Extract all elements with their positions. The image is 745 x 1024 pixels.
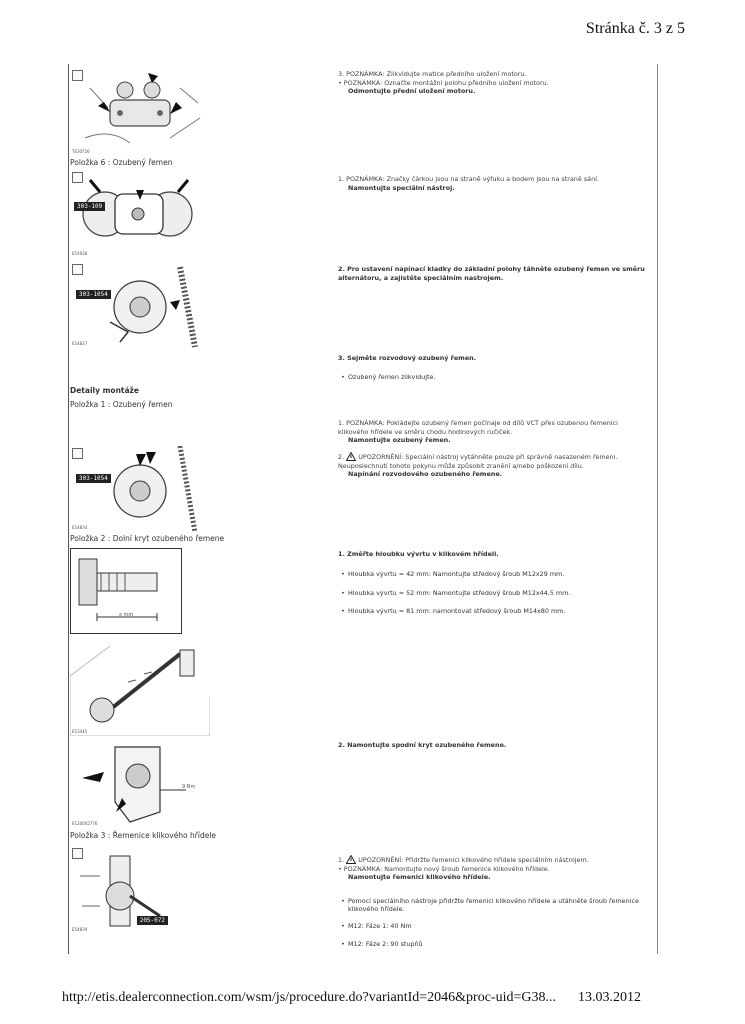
tool-tag: 303-1054	[76, 474, 111, 483]
note-text: 1. POZNÁMKA: Pokládejte ozubený řemen počínaje od dílů VCT přes ozubenou řemenici klikového hřídele ve směru chodu hodinových ručiček.	[338, 419, 618, 436]
footer-url: http://etis.dealerconnection.com/wsm/js/procedure.do?variantId=2046&proc-uid=G38...	[62, 990, 556, 1005]
image-placeholder-icon	[72, 70, 83, 81]
warning-text: UPOZORNĚNÍ: Speciální nástroj vytáhněte pouze při správně nasazeném řemeni. Neuposlechnutí tohoto pokynu může způsobit zranění a/nebo poškození dílu.	[338, 453, 618, 470]
tool-tag: 303-109	[74, 202, 105, 211]
step-belt-tension	[338, 452, 648, 479]
action-text: Odmontujte přední uložení motoru.	[348, 87, 476, 96]
figure-code: E54837	[72, 341, 88, 346]
figure-belt-install	[70, 446, 206, 532]
action-text: Namontujte ozubený řemen.	[348, 436, 451, 445]
step-crank-pulley	[338, 855, 648, 882]
warning-text: UPOZORNĚNÍ: Přidržte řemenici klikového hřídele speciálním nástrojem.	[358, 856, 589, 864]
figure-bolt-measurement	[70, 548, 182, 634]
figure-camshaft-tool	[70, 170, 206, 258]
figure-crank-pulley	[70, 846, 170, 934]
action-text: Napínání rozvodového ozubeného řemene.	[348, 470, 503, 479]
warning-icon	[346, 452, 356, 461]
bullet-item: • Hloubka vývrtu = 81 mm: namontovat středový šroub M14x80 mm.	[348, 607, 648, 615]
caption-polozka-2: Položka 2 : Dolní kryt ozubeného řemene	[70, 534, 225, 543]
step-text: 2. Pro ustavení napínací kladky do základní polohy táhněte ozubený řemen ve směru alternátoru, a zajistěte speciálním nastrojem.	[338, 265, 645, 282]
figure-code: E120005776	[72, 821, 98, 826]
note-text: • POZNÁMKA: Namontujte nový šroub řemenice klikového hřídele.	[338, 864, 550, 873]
footer-date: 13.03.2012	[578, 990, 641, 1005]
step-text: 2. Namontujte spodní kryt ozubeného řemene.	[338, 741, 507, 749]
step-install-belt	[338, 419, 648, 445]
section-heading-detaily: Detaily montáže	[70, 386, 140, 395]
caption-polozka-3: Položka 3 : Řemenice klikového hřídele	[70, 831, 217, 840]
image-placeholder-icon	[72, 264, 83, 275]
step-number: 2.	[338, 453, 345, 461]
warning-icon	[346, 855, 356, 864]
image-placeholder-icon	[72, 448, 83, 459]
step-engine-mount	[338, 70, 648, 96]
step-number: 1.	[338, 856, 345, 864]
figure-code: E54834	[72, 525, 88, 530]
note-text: 3. POZNÁMKA: Zlikvidujte matice předního uložení motoru.	[338, 70, 527, 78]
tool-tag: 205-072	[137, 916, 168, 925]
step-special-tool	[338, 175, 648, 192]
figure-code: TE30726	[72, 149, 90, 154]
action-text: Namontujte řemenici klikového hřídele.	[348, 873, 491, 882]
bullet-item: • M12: Fáze 2: 90 stupňů	[348, 940, 648, 948]
bullet-item: • Hloubka vývrtu = 42 mm: Namontujte středový šroub M12x29 mm.	[348, 570, 648, 578]
bullet-item: • Hloubka vývrtu = 52 mm: Namontujte středový šroub M12x44,5 mm.	[348, 589, 648, 597]
tool-tag: 303-1054	[76, 290, 111, 299]
step-remove-belt	[338, 354, 648, 363]
image-placeholder-icon	[72, 172, 83, 183]
action-text: Namontujte speciální nástroj.	[348, 183, 455, 192]
figure-code: E54938	[72, 251, 88, 256]
caption-polozka-6: Položka 6 : Ozubený řemen	[70, 158, 173, 167]
figure-code: E54839	[72, 927, 88, 932]
step-tensioner	[338, 265, 648, 282]
torque-label: 9 Nm	[182, 784, 196, 790]
dimension-label: x mm	[119, 612, 134, 618]
step-text: 3. Sejměte rozvodový ozubený řemen.	[338, 354, 477, 362]
figure-lower-cover	[70, 742, 210, 828]
warning-line	[338, 855, 648, 865]
caption-polozka-1: Položka 1 : Ozubený řemen	[70, 400, 173, 409]
image-placeholder-icon	[72, 848, 83, 859]
warning-line	[338, 452, 648, 470]
figure-caliper	[70, 636, 210, 736]
step-measure-bore	[338, 550, 648, 559]
step-lower-cover	[338, 741, 648, 750]
step-text: 1. Změřte hloubku vývrtu v klikovém hřídeli.	[338, 550, 499, 558]
figure-code: E53445	[72, 729, 88, 734]
note-text: 1. POZNÁMKA: Značky čárkou jsou na straně výfuku a bodem jsou na straně sání.	[338, 175, 599, 183]
bullet-item: • M12: Fáze 1: 40 Nm	[348, 922, 648, 930]
bullet-item: • Ozubený řemen zlikvidujte.	[348, 373, 648, 381]
figure-engine-mount	[70, 68, 206, 156]
note-text: • POZNÁMKA: Označte montážní polohu předního uložení motoru.	[338, 78, 549, 87]
bullet-item: • Pomocí speciálního nástroje přidržte řemenici klikového hřídele a utáhněte šroub řemenice klikového hřídele.	[348, 897, 648, 914]
page-number: Stránka č. 3 z 5	[585, 20, 685, 37]
page-footer	[62, 990, 641, 1006]
figure-tensioner	[70, 262, 206, 348]
